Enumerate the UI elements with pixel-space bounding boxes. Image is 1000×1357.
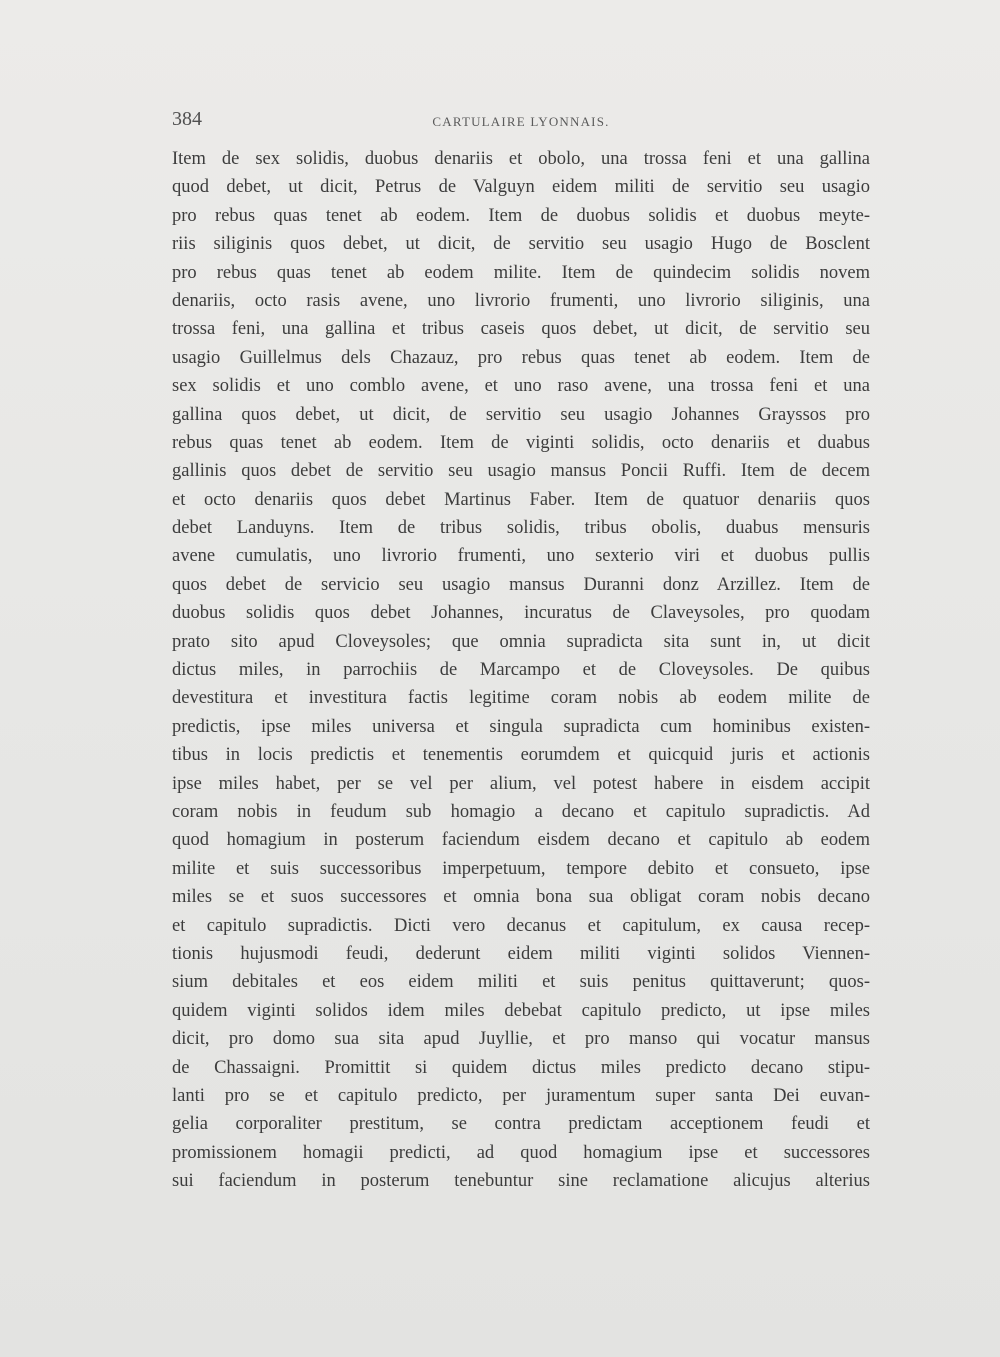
- text-line: pro rebus quas tenet ab eodem. Item de duobus solidis et duobus meyte-: [172, 205, 870, 226]
- text-line: duobus solidis quos debet Johannes, incuratus de Claveysoles, pro quodam: [172, 603, 870, 624]
- text-line: quos debet de servicio seu usagio mansus Duranni donz Arzillez. Item de: [172, 574, 870, 595]
- text-line: dicit, pro domo sua sita apud Juyllie, et pro manso qui vocatur mansus: [172, 1029, 870, 1050]
- text-line: quod debet, ut dicit, Petrus de Valguyn eidem militi de servitio seu usagio: [172, 177, 870, 198]
- text-line: riis siliginis quos debet, ut dicit, de servitio seu usagio Hugo de Bosclent: [172, 234, 870, 255]
- text-line: gallinis quos debet de servitio seu usagio mansus Poncii Ruffi. Item de decem: [172, 461, 870, 482]
- text-line: Item de sex solidis, duobus denariis et obolo, una trossa feni et una gallina: [172, 149, 870, 169]
- text-line: gelia corporaliter prestitum, se contra predictam acceptionem feudi et: [172, 1114, 870, 1135]
- text-line: rebus quas tenet ab eodem. Item de viginti solidis, octo denariis et duabus: [172, 432, 870, 453]
- text-line: milite et suis successoribus imperpetuum, tempore debito et consueto, ipse: [172, 858, 870, 879]
- text-line: trossa feni, una gallina et tribus caseis quos debet, ut dicit, de servitio seu: [172, 319, 870, 340]
- text-line: devestitura et investitura factis legitime coram nobis ab eodem milite de: [172, 688, 870, 709]
- text-line: tibus in locis predictis et tenementis eorumdem et quicquid juris et actionis: [172, 745, 870, 766]
- text-line: debet Landuyns. Item de tribus solidis, tribus obolis, duabus mensuris: [172, 518, 870, 539]
- text-line: sui faciendum in posterum tenebuntur sine reclamatione alicujus alterius: [172, 1171, 870, 1192]
- text-line: prato sito apud Cloveysoles; que omnia supradicta sita sunt in, ut dicit: [172, 631, 870, 652]
- text-line: miles se et suos successores et omnia bona sua obligat coram nobis decano: [172, 887, 870, 908]
- text-line: promissionem homagii predicti, ad quod homagium ipse et successores: [172, 1142, 870, 1163]
- text-line: gallina quos debet, ut dicit, de servitio seu usagio Johannes Grayssos pro: [172, 404, 870, 425]
- text-line: de Chassaigni. Promittit si quidem dictus miles predicto decano stipu-: [172, 1057, 870, 1078]
- text-line: ipse miles habet, per se vel per alium, vel potest habere in eisdem accipit: [172, 773, 870, 794]
- text-line: predictis, ipse miles universa et singula supradicta cum hominibus existen-: [172, 716, 870, 737]
- text-line: et capitulo supradictis. Dicti vero decanus et capitulum, ex causa recep-: [172, 915, 870, 936]
- text-line: tionis hujusmodi feudi, dederunt eidem militi viginti solidos Viennen-: [172, 943, 870, 964]
- body-text: [172, 145, 870, 1195]
- text-line: usagio Guillelmus dels Chazauz, pro rebus quas tenet ab eodem. Item de: [172, 347, 870, 368]
- text-line: pro rebus quas tenet ab eodem milite. Item de quindecim solidis novem: [172, 262, 870, 283]
- text-line: sex solidis et uno comblo avene, et uno raso avene, una trossa feni et una: [172, 376, 870, 397]
- text-line: sium debitales et eos eidem militi et suis penitus quittaverunt; quos-: [172, 972, 870, 993]
- text-line: denariis, octo rasis avene, uno livrorio frumenti, uno livrorio siliginis, una: [172, 290, 870, 311]
- text-line: avene cumulatis, uno livrorio frumenti, uno sexterio viri et duobus pullis: [172, 546, 870, 567]
- text-line: et octo denariis quos debet Martinus Faber. Item de quatuor denariis quos: [172, 489, 870, 510]
- text-line: lanti pro se et capitulo predicto, per juramentum super santa Dei euvan-: [172, 1085, 870, 1106]
- page-header: [172, 108, 870, 140]
- text-line: coram nobis in feudum sub homagio a decano et capitulo supradictis. Ad: [172, 801, 870, 822]
- text-line: dictus miles, in parrochiis de Marcampo et de Cloveysoles. De quibus: [172, 660, 870, 681]
- text-line: quod homagium in posterum faciendum eisdem decano et capitulo ab eodem: [172, 830, 870, 851]
- running-title: CARTULAIRE LYONNAIS.: [432, 114, 610, 129]
- page-number: 384: [172, 108, 202, 130]
- text-line: quidem viginti solidos idem miles debebat capitulo predicto, ut ipse miles: [172, 1000, 870, 1021]
